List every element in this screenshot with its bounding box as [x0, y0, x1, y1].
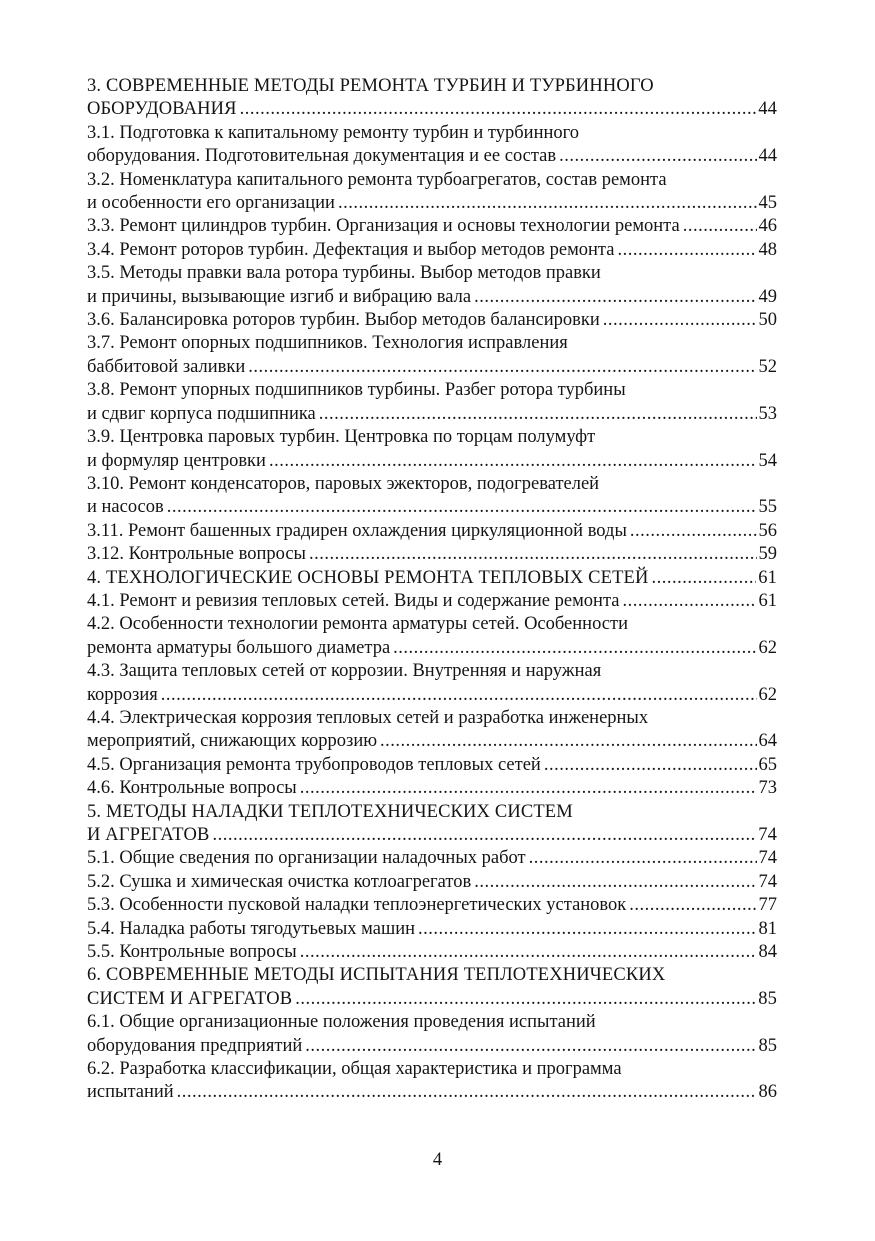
toc-entry-leader-row	[87, 754, 777, 777]
toc-page-number: 56	[758, 520, 777, 541]
toc-page-number: 49	[758, 286, 777, 307]
toc-section-entry	[87, 941, 777, 964]
toc-entry-title-line: оборудования. Подготовительная документация и ее состав	[87, 146, 557, 167]
dot-leader	[338, 192, 757, 215]
toc-page-number: 64	[758, 731, 777, 752]
toc-page-number: 74	[758, 871, 777, 892]
dot-leader	[474, 871, 756, 894]
toc-entry-leader-row	[87, 1081, 777, 1104]
toc-page-number: 81	[758, 918, 777, 939]
toc-entry-title-line: оборудования предприятий	[87, 1035, 303, 1056]
toc-entry-title-line: 6.1. Общие организационные положения проведения испытаний	[87, 1012, 596, 1033]
dot-leader	[474, 286, 756, 309]
toc-entry-title-line: ремонта арматуры большого диаметра	[87, 637, 391, 658]
dot-leader	[380, 730, 756, 753]
toc-page-number: 74	[758, 848, 777, 869]
toc-section-entry	[87, 847, 777, 870]
toc-entry-leader-row	[87, 356, 777, 379]
toc-page-number: 74	[758, 825, 777, 845]
toc-entry-title-line: 3.8. Ремонт упорных подшипников турбины. Разбег ротора турбины	[87, 380, 626, 401]
toc-entry-title-line: 3.5. Методы правки вала ротора турбины. Выбор методов правки	[87, 263, 601, 284]
dot-leader	[630, 520, 757, 543]
toc-page-number: 61	[758, 590, 777, 611]
dot-leader	[240, 98, 757, 121]
toc-entry-leader-row	[87, 637, 777, 660]
dot-leader	[652, 567, 757, 590]
toc-entry-title-line: и причины, вызывающие изгиб и вибрацию вала	[87, 286, 472, 307]
toc-section-entry	[87, 262, 777, 309]
toc-page-number: 44	[758, 146, 777, 167]
toc-entry-title-line: 3.3. Ремонт цилиндров турбин. Организация и основы технологии ремонта	[87, 216, 680, 237]
toc-entry-title-line: и сдвиг корпуса подшипника	[87, 403, 316, 424]
toc-entry-leader-row	[87, 871, 777, 894]
toc-entry-title-line: ОБОРУДОВАНИЯ	[87, 99, 237, 120]
toc-page-number: 48	[758, 239, 777, 260]
toc-entry-title-line: 5.4. Наладка работы тягодутьевых машин	[87, 918, 415, 939]
dot-leader	[300, 941, 757, 964]
toc-entry-title-line: 6. СОВРЕМЕННЫЕ МЕТОДЫ ИСПЫТАНИЯ ТЕПЛОТЕХНИЧЕСКИХ	[87, 965, 666, 986]
toc-entry-leader-row	[87, 239, 777, 262]
toc-entry-title-line: 3. СОВРЕМЕННЫЕ МЕТОДЫ РЕМОНТА ТУРБИН И ТУРБИННОГО	[87, 76, 654, 96]
toc-page-number: 53	[758, 403, 777, 424]
toc-entry-title-line: 5.3. Особенности пусковой наладки теплоэнергетических установок	[87, 895, 627, 916]
toc-entry-leader-row	[87, 1035, 777, 1058]
toc-page-number: 55	[758, 497, 777, 518]
toc-entry-leader-row	[87, 145, 777, 168]
toc-section-entry	[87, 239, 777, 262]
toc-entry-title-line: 3.12. Контрольные вопросы	[87, 544, 306, 565]
toc-entry-title-line: СИСТЕМ И АГРЕГАТОВ	[87, 988, 293, 1009]
toc-chapter-entry	[87, 964, 777, 1011]
toc-page-number: 65	[758, 754, 777, 775]
toc-entry-leader-row	[87, 777, 777, 800]
dot-leader	[393, 637, 756, 660]
dot-leader	[683, 215, 757, 238]
toc-entry-leader-row	[87, 286, 777, 309]
toc-entry-leader-row	[87, 941, 777, 964]
toc-page-number: 62	[758, 637, 777, 658]
dot-leader	[603, 309, 757, 332]
toc-page-number: 50	[758, 310, 777, 331]
toc-section-entry	[87, 1011, 777, 1058]
toc-entry-leader-row	[87, 684, 777, 707]
toc-entry-title-line: 3.6. Балансировка роторов турбин. Выбор методов балансировки	[87, 310, 600, 331]
toc-entry-leader-row	[87, 894, 777, 917]
toc-page-number: 61	[758, 567, 777, 588]
dot-leader	[418, 918, 757, 941]
toc-entry-title-line: 3.2. Номенклатура капитального ремонта турбоагрегатов, состав ремонта	[87, 169, 667, 190]
toc-section-entry	[87, 777, 777, 800]
dot-leader	[622, 590, 756, 613]
toc-entry-title-line: 4.2. Особенности технологии ремонта арматуры сетей. Особенности	[87, 614, 628, 635]
toc-entry-leader-row	[87, 590, 777, 613]
toc-entry-leader-row	[87, 520, 777, 543]
dot-leader	[269, 450, 757, 473]
toc-section-entry	[87, 1058, 777, 1105]
toc-section-entry	[87, 871, 777, 894]
toc-entry-title-line: 5. МЕТОДЫ НАЛАДКИ ТЕПЛОТЕХНИЧЕСКИХ СИСТЕМ	[87, 801, 573, 822]
toc-entry-title-line: испытаний	[87, 1082, 174, 1103]
toc-page-number: 44	[758, 99, 777, 120]
toc-section-entry	[87, 426, 777, 473]
toc-section-entry	[87, 379, 777, 426]
toc-entry-title-line: 4.4. Электрическая коррозия тепловых сетей и разработка инженерных	[87, 707, 649, 728]
dot-leader	[177, 1081, 757, 1104]
toc-entry-leader-row	[87, 988, 777, 1011]
dot-leader	[300, 777, 757, 800]
toc-entry-title-line: и насосов	[87, 497, 164, 518]
toc-page-number: 46	[758, 216, 777, 237]
toc-entry-leader-row	[87, 450, 777, 473]
dot-leader	[529, 847, 757, 870]
toc-page-number: 85	[758, 1035, 777, 1056]
toc-entry-title-line: И АГРЕГАТОВ	[87, 825, 210, 845]
toc-page-number: 77	[758, 895, 777, 916]
toc-entry-leader-row	[87, 98, 777, 121]
toc-entry-title-line: 4.1. Ремонт и ревизия тепловых сетей. Виды и содержание ремонта	[87, 590, 620, 611]
toc-section-entry	[87, 309, 777, 332]
toc-section-entry	[87, 590, 777, 613]
dot-leader	[161, 684, 757, 707]
toc-page-number: 54	[758, 450, 777, 471]
toc-entry-title-line: 3.7. Ремонт опорных подшипников. Технология исправления	[87, 333, 568, 354]
toc-entry-leader-row	[87, 918, 777, 941]
toc-section-entry	[87, 332, 777, 379]
toc-section-entry	[87, 215, 777, 238]
dot-leader	[305, 1035, 756, 1058]
toc-entry-title-line: 6.2. Разработка классификации, общая характеристика и программа	[87, 1059, 622, 1080]
toc-entry-title-line: 4.3. Защита тепловых сетей от коррозии. Внутренняя и наружная	[87, 661, 602, 682]
toc-entry-leader-row	[87, 192, 777, 215]
toc-section-entry	[87, 707, 777, 754]
toc-entry-title-line: 5.2. Сушка и химическая очистка котлоагрегатов	[87, 871, 472, 892]
toc-entry-leader-row	[87, 309, 777, 332]
toc-section-entry	[87, 520, 777, 543]
toc-entry-leader-row	[87, 496, 777, 519]
toc-entry-leader-row	[87, 567, 777, 590]
toc-entry-title-line: 3.11. Ремонт башенных градирен охлаждения циркуляционной воды	[87, 520, 627, 541]
page-number: 4	[432, 1150, 443, 1170]
toc-entry-title-line: 3.4. Ремонт роторов турбин. Дефектация и выбор методов ремонта	[87, 239, 615, 260]
dot-leader	[248, 356, 756, 379]
toc-section-entry	[87, 918, 777, 941]
toc-entry-title-line: 4.5. Организация ремонта трубопроводов тепловых сетей	[87, 754, 541, 775]
toc-entry-leader-row	[87, 824, 777, 847]
table-of-contents	[87, 75, 777, 1105]
toc-entry-leader-row	[87, 543, 777, 566]
dot-leader	[629, 894, 756, 917]
dot-leader	[559, 145, 756, 168]
toc-entry-leader-row	[87, 403, 777, 426]
toc-section-entry	[87, 894, 777, 917]
toc-section-entry	[87, 169, 777, 216]
dot-leader	[309, 543, 757, 566]
toc-entry-title-line: баббитовой заливки	[87, 356, 246, 377]
toc-page-number: 59	[758, 544, 777, 565]
toc-entry-title-line: 5.1. Общие сведения по организации наладочных работ	[87, 848, 526, 869]
toc-entry-title-line: мероприятий, снижающих коррозию	[87, 731, 378, 752]
toc-entry-title-line: 3.9. Центровка паровых турбин. Центровка по торцам полумуфт	[87, 427, 596, 448]
toc-entry-title-line: и формуляр центровки	[87, 450, 266, 471]
toc-section-entry	[87, 122, 777, 169]
dot-leader	[617, 239, 756, 262]
toc-page-number: 73	[758, 778, 777, 799]
toc-entry-leader-row	[87, 215, 777, 238]
toc-chapter-entry	[87, 801, 777, 848]
dot-leader	[212, 824, 756, 847]
dot-leader	[544, 754, 757, 777]
toc-entry-title-line: коррозия	[87, 684, 158, 705]
dot-leader	[319, 403, 757, 426]
toc-page-number: 62	[758, 684, 777, 705]
toc-entry-title-line: 4. ТЕХНОЛОГИЧЕСКИЕ ОСНОВЫ РЕМОНТА ТЕПЛОВЫХ СЕТЕЙ	[87, 567, 649, 588]
toc-section-entry	[87, 613, 777, 660]
toc-entry-title-line: 3.1. Подготовка к капитальному ремонту турбин и турбинного	[87, 122, 580, 143]
toc-section-entry	[87, 754, 777, 777]
toc-chapter-entry	[87, 567, 777, 590]
toc-entry-leader-row	[87, 847, 777, 870]
toc-section-entry	[87, 543, 777, 566]
toc-section-entry	[87, 660, 777, 707]
toc-section-entry	[87, 473, 777, 520]
toc-page-number: 84	[758, 942, 777, 963]
toc-page-number: 52	[758, 356, 777, 377]
dot-leader	[167, 496, 757, 519]
toc-page-number: 86	[758, 1082, 777, 1103]
dot-leader	[295, 988, 756, 1011]
toc-chapter-entry	[87, 75, 777, 122]
toc-entry-title-line: 5.5. Контрольные вопросы	[87, 942, 297, 963]
toc-entry-title-line: 3.10. Ремонт конденсаторов, паровых эжекторов, подогревателей	[87, 473, 600, 494]
toc-entry-title-line: 4.6. Контрольные вопросы	[87, 778, 297, 799]
toc-entry-leader-row	[87, 730, 777, 753]
toc-entry-title-line: и особенности его организации	[87, 193, 335, 214]
toc-page-number: 85	[758, 988, 777, 1009]
toc-page-number: 45	[758, 193, 777, 214]
